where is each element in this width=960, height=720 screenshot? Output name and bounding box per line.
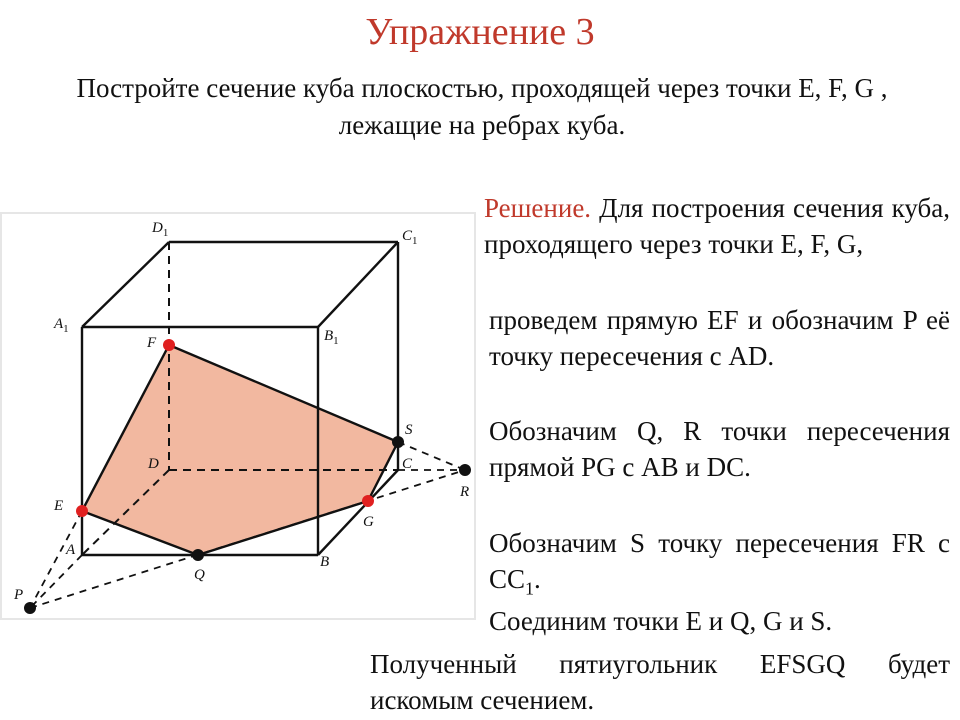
point-r — [459, 464, 471, 476]
solution-lead: Решение. — [484, 193, 592, 223]
solution-step-2: Обозначим Q, R точки пересечения прямой PG с AB и DC. — [489, 416, 950, 482]
solution-intro — [484, 190, 950, 262]
label-s: S — [405, 422, 413, 438]
cube-section-diagram — [0, 212, 476, 620]
solution-intro-text: Для построения сечения куба, проходящего через точки E, F, G, — [484, 193, 950, 259]
slide-title: Упражнение 3 — [365, 11, 595, 53]
task-statement: Постройте сечение куба плоскостью, проходящей через точки E, F, G , лежащие на ребрах куба. — [76, 73, 888, 140]
label-p: P — [14, 587, 24, 603]
step3-text: Обозначим S точку пересечения FR с CC — [489, 528, 950, 594]
label-b: B — [320, 554, 330, 570]
label-q: Q — [194, 567, 205, 583]
label-r: R — [460, 484, 470, 500]
label-f: F — [147, 335, 157, 351]
solution-step-4: Соединим точки E и Q, G и S. — [489, 606, 833, 636]
point-q — [192, 549, 204, 561]
label-a: A — [66, 542, 76, 558]
point-f — [163, 339, 175, 351]
label-b1: $B_1$ — [324, 328, 339, 347]
solution-step-1: проведем прямую EF и обозначим P её точку пересечения с AD. — [489, 305, 950, 371]
section-pentagon — [82, 345, 398, 555]
step3-end: . — [534, 564, 541, 594]
label-c: C — [402, 456, 413, 472]
label-d: D — [148, 456, 159, 472]
point-s — [392, 436, 404, 448]
label-e: E — [54, 498, 64, 514]
point-e — [76, 505, 88, 517]
point-p — [24, 602, 36, 614]
point-g — [362, 495, 374, 507]
label-c1: $C_1$ — [402, 228, 418, 247]
solution-step-3 — [489, 525, 950, 606]
step3-sub: 1 — [525, 578, 535, 599]
cube-svg — [2, 214, 478, 622]
label-a1: $A_1$ — [54, 316, 69, 335]
solution-conclusion: Полученный пятиугольник EFSGQ будет искомым сечением. — [370, 649, 950, 715]
label-g: G — [363, 514, 374, 530]
label-d1: $D_1$ — [152, 220, 169, 239]
